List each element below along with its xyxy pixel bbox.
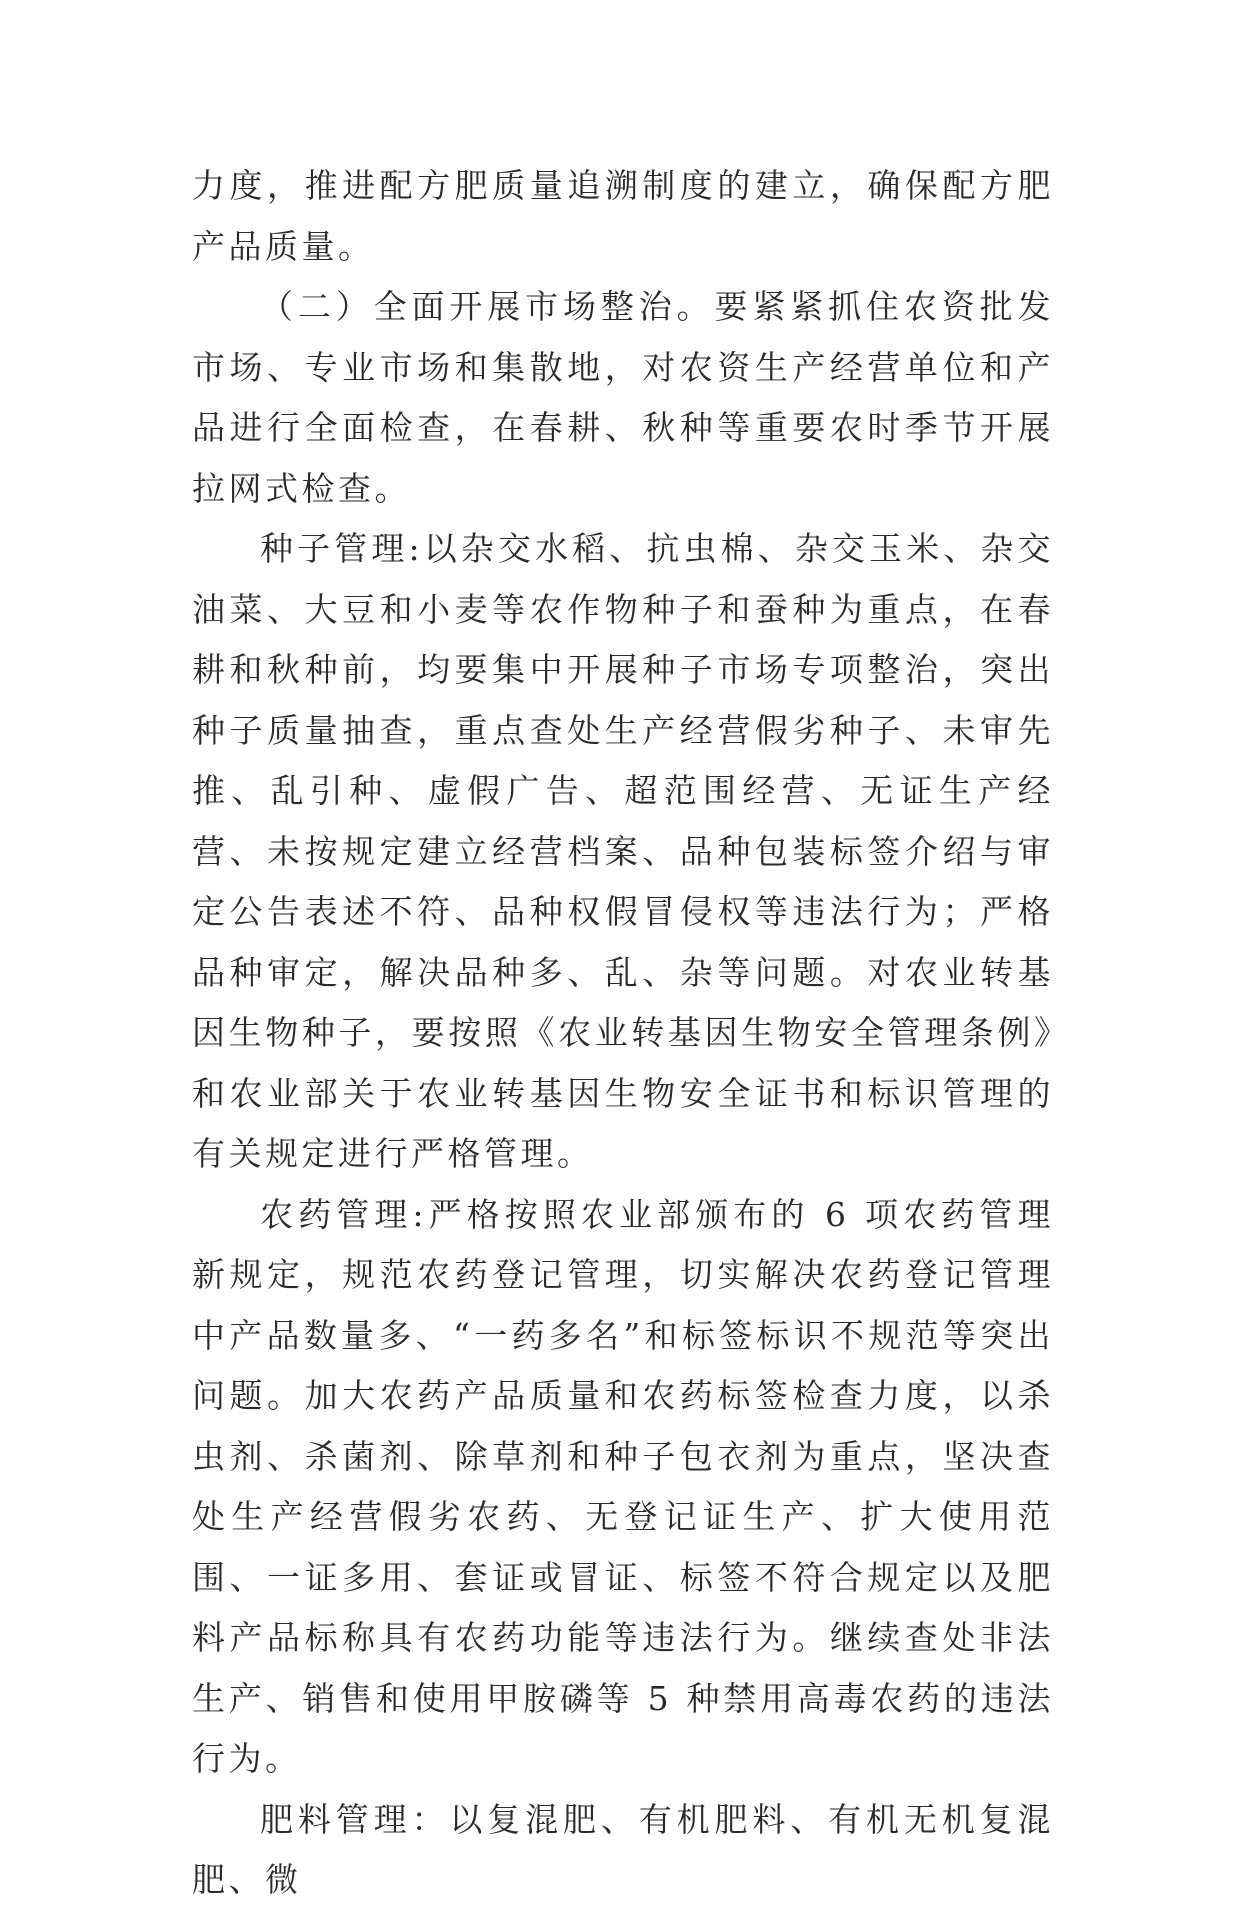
paragraph-fertilizer-management	[192, 1790, 1054, 1911]
document-body	[192, 156, 1054, 1911]
paragraph-label: 农药管理:	[260, 1194, 427, 1234]
paragraph-label: 种子管理:	[260, 529, 424, 568]
paragraph-market-rectification	[192, 277, 1054, 519]
paragraph-label: 肥料管理：	[260, 1799, 450, 1839]
paragraph-pesticide-management	[192, 1185, 1054, 1790]
paragraph-continuation	[192, 156, 1054, 277]
paragraph-text: 力度，推进配方肥质量追溯制度的建立，确保配方肥产品质量。	[192, 166, 1054, 266]
paragraph-text: 以复混肥、有机肥料、有机无机复混肥、微	[192, 1799, 1054, 1899]
paragraph-text: 严格按照农业部颁布的 6 项农药管理新规定，规范农药登记管理，切实解决农药登记管理中产品数量多、“一药多名”和标签标识不规范等突出问题。加大农药产品质量和农药标签检查力度，以杀虫剂、杀菌剂、除草剂和种子包衣剂为重点，坚决查处生产经营假劣农药、无登记证生产、扩大使用范围、一证多用、套证或冒证、标签不符合规定以及肥料产品标称具有农药功能等违法行为。继续查处非法生产、销售和使用甲胺磷等 5 种禁用高毒农药的违法行为。	[192, 1194, 1054, 1778]
paragraph-seed-management	[192, 519, 1054, 1185]
paragraph-text: （二）全面开展市场整治。要紧紧抓住农资批发市场、专业市场和集散地，对农资生产经营单位和产品进行全面检查，在春耕、秋种等重要农时季节开展拉网式检查。	[192, 287, 1054, 508]
paragraph-text: 以杂交水稻、抗虫棉、杂交玉米、杂交油菜、大豆和小麦等农作物种子和蚕种为重点，在春耕和秋种前，均要集中开展种子市场专项整治，突出种子质量抽查，重点查处生产经营假劣种子、未审先推、乱引种、虚假广告、超范围经营、无证生产经营、未按规定建立经营档案、品种包装标签介绍与审定公告表述不符、品种权假冒侵权等违法行为；严格品种审定，解决品种多、乱、杂等问题。对农业转基因生物种子，要按照《农业转基因生物安全管理条例》和农业部关于农业转基因生物安全证书和标识管理的有关规定进行严格管理。	[192, 529, 1055, 1173]
